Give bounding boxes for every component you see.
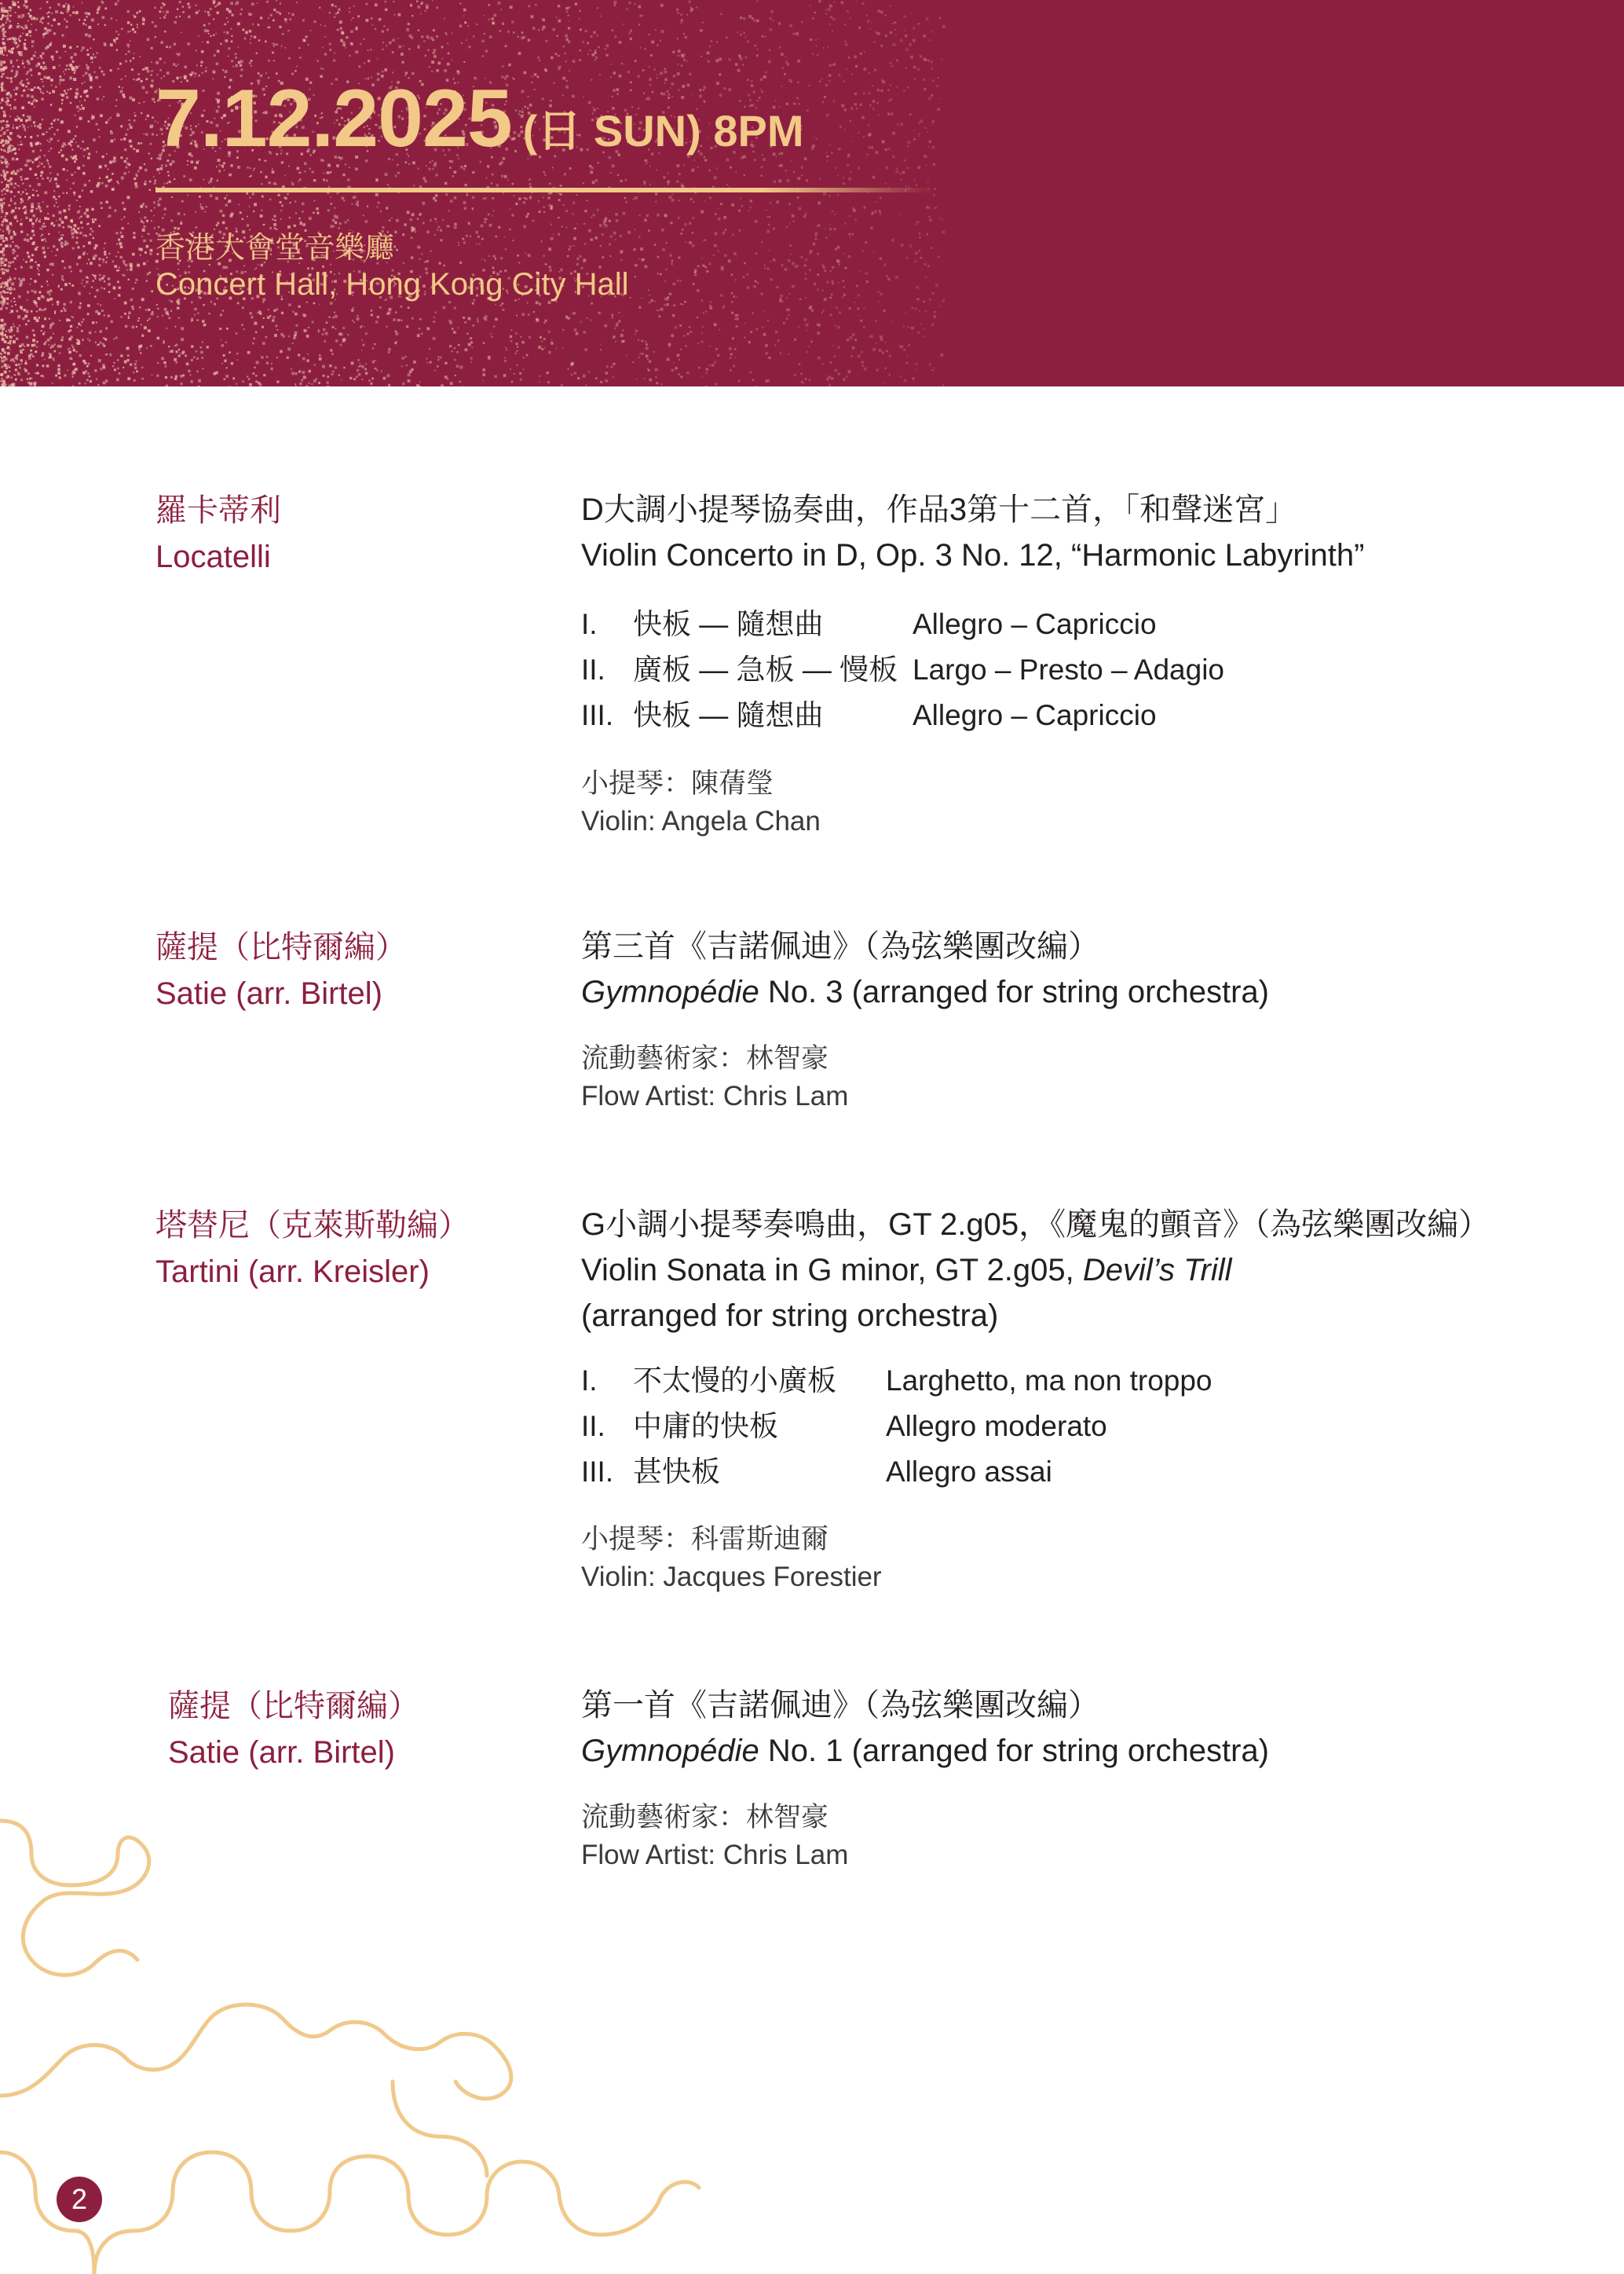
venue-en: Concert Hall, Hong Kong City Hall (155, 267, 629, 302)
wave-line-upper (0, 1821, 149, 1975)
work-title-zh: G小調小提琴奏鳴曲，GT 2.g05，《魔鬼的顫音》（為弦樂團改編） (581, 1207, 1490, 1242)
work-title-en-b: (arranged for string orchestra) (581, 1298, 999, 1333)
movement-number: III. (581, 1456, 614, 1488)
movement-name-en: Allegro moderato (886, 1410, 1107, 1442)
composer-name-zh: 薩提（比特爾編） (168, 1689, 419, 1723)
movement-number: II. (581, 1410, 605, 1442)
work-title-en-rest: No. 3 (arranged for string orchestra) (759, 975, 1269, 1009)
movement-name-en: Allegro assai (886, 1456, 1052, 1488)
work-title-en-italic: Devil’s Trill (1082, 1253, 1232, 1287)
venue-zh: 香港大會堂音樂廳 (155, 232, 395, 265)
movement-number: III. (581, 699, 614, 731)
performer-en: Violin: Jacques Forestier (581, 1562, 882, 1592)
movement-name-zh: 不太慢的小廣板 (633, 1364, 836, 1397)
movement-name-zh: 中庸的快板 (633, 1410, 778, 1442)
concert-date: 7.12.2025 (155, 73, 512, 164)
composer-name-zh: 塔替尼（克萊斯勒編） (155, 1208, 470, 1243)
composer-name-zh: 羅卡蒂利 (155, 493, 281, 528)
work-title-en-rest: No. 1 (arranged for string orchestra) (759, 1734, 1269, 1768)
movement-name-en: Allegro – Capriccio (913, 608, 1157, 640)
composer-name-en: Tartini (arr. Kreisler) (155, 1254, 430, 1289)
work-title-en-italic: Gymnopédie (581, 1734, 759, 1768)
movement-name-en: Allegro – Capriccio (913, 699, 1157, 731)
page-number-badge: 2 (57, 2177, 102, 2222)
composer-name-zh: 薩提（比特爾編） (155, 930, 407, 965)
work-title-zh: 第一首《吉諾佩迪》（為弦樂團改編） (581, 1688, 1099, 1723)
movement-name-zh: 廣板 — 急板 — 慢板 (633, 654, 898, 686)
performer-en: Flow Artist: Chris Lam (581, 1840, 849, 1870)
performer-zh: 流動藝術家：林智豪 (581, 1043, 829, 1074)
wave-line-middle (0, 2005, 511, 2099)
performer-en: Flow Artist: Chris Lam (581, 1081, 849, 1111)
wave-line-lower (94, 2152, 699, 2274)
work-title-en-a: Violin Sonata in G minor, GT 2.g05, (581, 1253, 1083, 1287)
movement-name-zh: 甚快板 (633, 1456, 720, 1488)
composer-name-en: Satie (arr. Birtel) (155, 976, 382, 1011)
composer-name-en: Locatelli (155, 540, 271, 574)
composer-name-en: Satie (arr. Birtel) (168, 1735, 395, 1770)
concert-day-time: (日 SUN) 8PM (522, 106, 804, 156)
movement-number: II. (581, 654, 605, 686)
work-title-zh: 第三首《吉諾佩迪》（為弦樂團改編） (581, 929, 1099, 964)
performer-zh: 小提琴：陳蒨瑩 (581, 768, 774, 799)
movement-name-en: Largo – Presto – Adagio (913, 654, 1225, 686)
movement-number: I. (581, 608, 598, 640)
performer-zh: 流動藝術家：林智豪 (581, 1802, 829, 1833)
movement-name-en: Larghetto, ma non troppo (886, 1364, 1213, 1397)
performer-zh: 小提琴：科雷斯迪爾 (581, 1524, 829, 1554)
work-title-zh: D大調小提琴協奏曲，作品3第十二首，「和聲迷宮」 (581, 493, 1297, 527)
performer-en: Violin: Angela Chan (581, 806, 821, 837)
movement-name-zh: 快板 — 隨想曲 (633, 608, 824, 640)
movement-name-zh: 快板 — 隨想曲 (633, 699, 824, 731)
work-title-en: Violin Concerto in D, Op. 3 No. 12, “Harmonic Labyrinth” (581, 538, 1365, 573)
movement-number: I. (581, 1364, 598, 1397)
work-title-en-italic: Gymnopédie (581, 975, 759, 1009)
